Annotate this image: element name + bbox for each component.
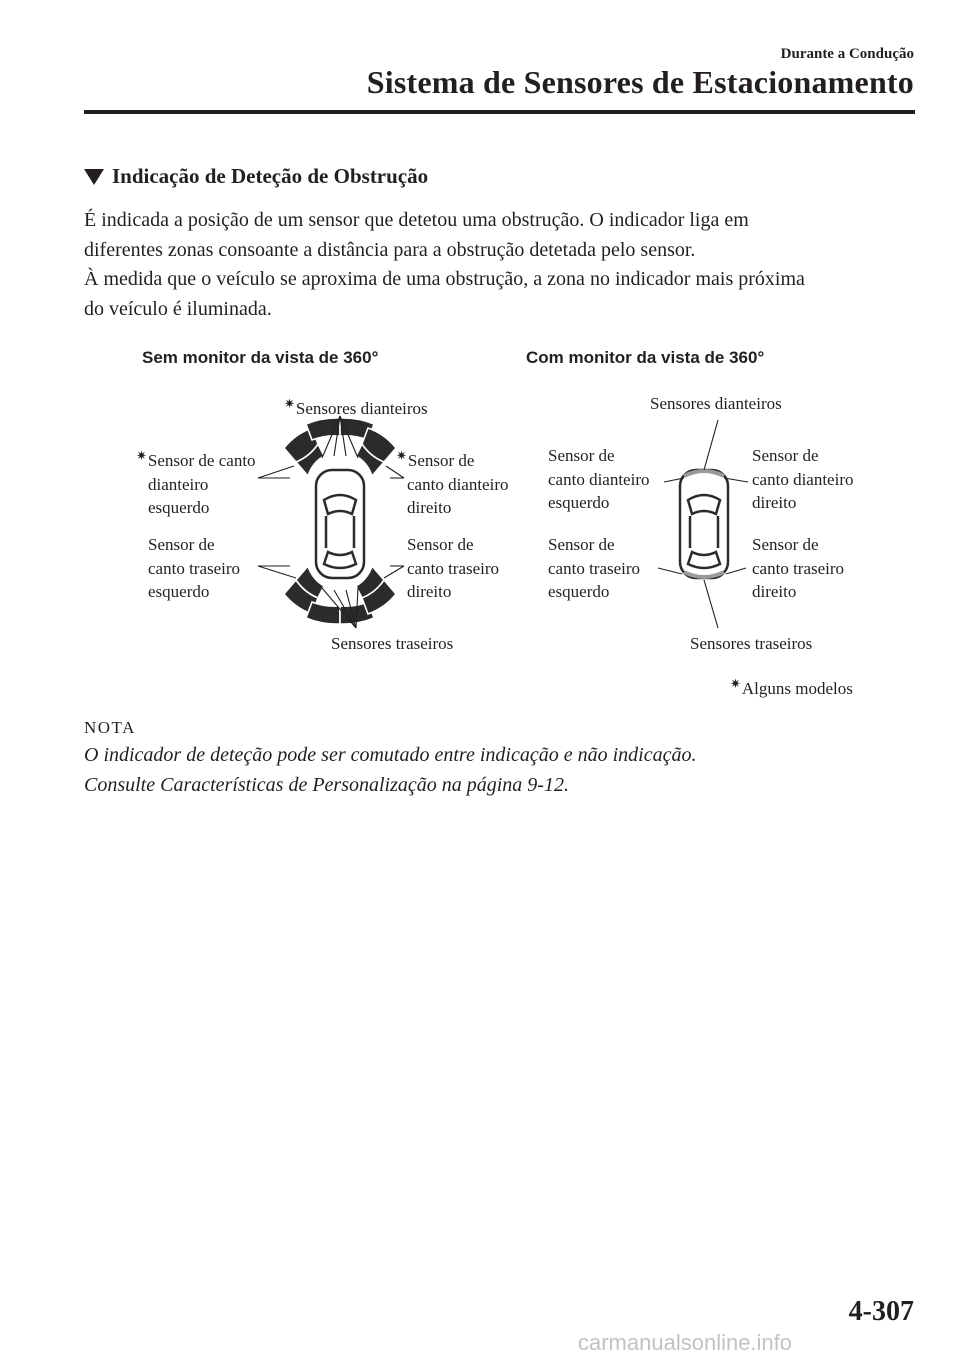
section-title-text: Indicação de Deteção de Obstrução xyxy=(112,164,429,188)
left-rear-left-label: Sensor de canto traseiro esquerdo xyxy=(148,535,241,601)
asterisk-icon: ✷ xyxy=(284,396,295,411)
note-text xyxy=(84,740,696,800)
paragraph-line: diferentes zonas consoante a distância para a obstrução detetada pelo sensor. xyxy=(84,238,696,261)
right-rear-right-label: Sensor de canto traseiro direito xyxy=(752,535,845,601)
left-front-sensor-zones xyxy=(284,418,396,476)
watermark: carmanualsonline.info xyxy=(578,1330,793,1355)
note-heading: NOTA xyxy=(84,718,136,737)
asterisk-icon: ✷ xyxy=(136,448,147,463)
left-front-sensors-label: ✷Sensores dianteiros xyxy=(284,396,428,418)
page-title: Sistema de Sensores de Estacionamento xyxy=(366,64,914,100)
right-figure-heading: Com monitor da vista de 360° xyxy=(526,348,765,367)
asterisk-icon: ✷ xyxy=(730,676,741,691)
left-front-right-label: ✷Sensor de canto dianteiro direito xyxy=(396,448,509,517)
paragraph-line: É indicada a posição de um sensor que detetou uma obstrução. O indicador liga em xyxy=(84,209,749,231)
note-line: Consulte Características de Personalização na página 9-12. xyxy=(84,774,569,796)
left-front-left-label: ✷Sensor de canto dianteiro esquerdo xyxy=(136,448,256,517)
right-rear-sensors-label: Sensores traseiros xyxy=(690,634,813,653)
right-front-sensors-label: Sensores dianteiros xyxy=(650,394,782,413)
left-car-outline xyxy=(316,470,364,578)
left-rear-right-label: Sensor de canto traseiro direito xyxy=(407,535,500,601)
right-car-outline xyxy=(680,470,728,578)
paragraph-line: do veículo é iluminada. xyxy=(84,297,272,320)
note-line: O indicador de deteção pode ser comutado entre indicação e não indicação. xyxy=(84,744,697,766)
right-front-right-label: Sensor de canto dianteiro direito xyxy=(752,446,854,512)
asterisk-icon: ✷ xyxy=(396,448,407,463)
paragraph-line: À medida que o veículo se aproxima de uma obstrução, a zona no indicador mais próxima xyxy=(84,268,805,290)
right-rear-left-label: Sensor de canto traseiro esquerdo xyxy=(548,535,641,601)
footnote-some-models: ✷Alguns modelos xyxy=(730,676,853,698)
left-rear-sensors-label: Sensores traseiros xyxy=(331,634,454,653)
left-figure-heading: Sem monitor da vista de 360° xyxy=(142,348,379,367)
right-front-left-label: Sensor de canto dianteiro esquerdo xyxy=(548,446,650,512)
chapter-label: Durante a Condução xyxy=(780,46,914,62)
page-number: 4-307 xyxy=(848,1296,914,1327)
